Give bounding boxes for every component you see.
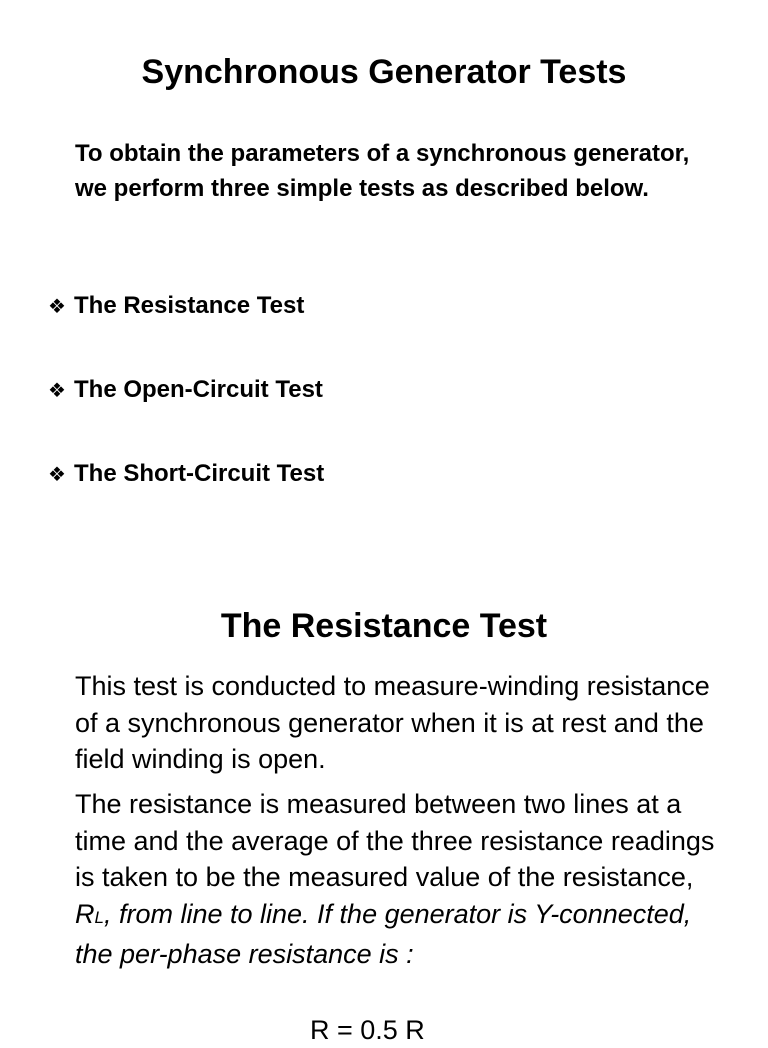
list-item-label: The Resistance Test xyxy=(74,292,305,319)
slide-title: Synchronous Generator Tests xyxy=(141,53,627,91)
test-list xyxy=(48,288,324,540)
slide-resistance-test xyxy=(0,580,768,1045)
list-item-label: The Open-Circuit Test xyxy=(74,376,323,403)
list-item xyxy=(48,456,324,492)
diamond-bullet-icon: ❖ xyxy=(48,296,66,318)
formula: R = 0.5 R xyxy=(310,1015,425,1045)
resistance-symbol-subscript: L xyxy=(94,907,104,927)
list-item-label: The Short-Circuit Test xyxy=(74,460,325,487)
resistance-symbol: R xyxy=(75,898,95,929)
list-item xyxy=(48,288,324,324)
list-item xyxy=(48,372,324,408)
intro-text: To obtain the parameters of a synchronous generator, we perform three simple tests as described below. xyxy=(75,140,690,202)
slide-generator-tests xyxy=(0,0,768,520)
paragraph-italic-text: , from line to line. If the generator is Y-connected, the per-phase resistance is : xyxy=(75,898,692,969)
paragraph-text: The resistance is measured between two lines at a time and the average of the three resistance readings is taken to be the measured value of the resistance, xyxy=(75,789,715,892)
diamond-bullet-icon: ❖ xyxy=(48,464,66,486)
slide-title: The Resistance Test xyxy=(220,607,548,645)
diamond-bullet-icon: ❖ xyxy=(48,380,66,402)
paragraph xyxy=(75,786,735,973)
paragraph: This test is conducted to measure-winding resistance of a synchronous generator when it is at rest and the field winding is open. xyxy=(75,671,710,774)
